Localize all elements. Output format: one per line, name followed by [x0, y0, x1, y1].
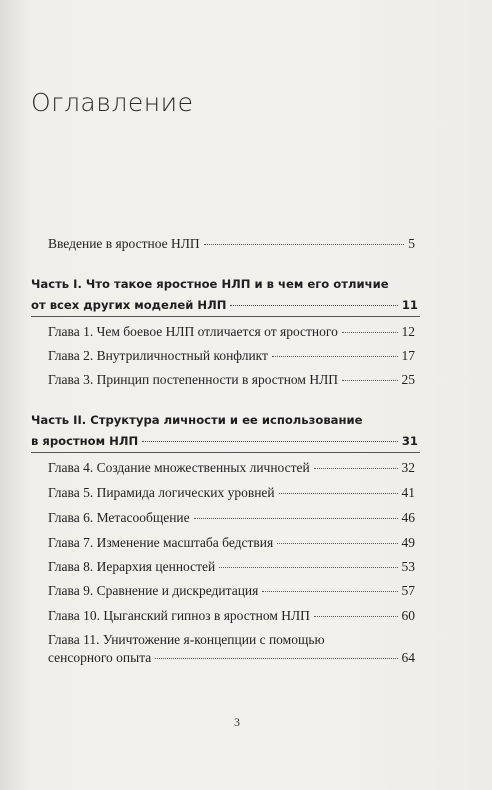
leader-dots [204, 244, 405, 245]
toc-entry-page: 49 [401, 535, 415, 550]
part-1-title-line2: от всех других моделей НЛП [31, 298, 227, 312]
toc-entry-chapter-1[interactable] [48, 324, 415, 340]
toc-entry-chapter-5[interactable] [48, 485, 415, 501]
toc-entry-chapter-6[interactable] [48, 510, 415, 526]
part-2-title-line2: в яростном НЛП [31, 434, 139, 448]
toc-entry-chapter-4[interactable] [48, 460, 415, 476]
toc-entry-label: Глава 4. Создание множественных личностей [48, 460, 310, 475]
leader-dots [219, 567, 397, 568]
toc-entry-page: 32 [401, 460, 415, 475]
toc-entry-label: Введение в яростное НЛП [48, 236, 200, 251]
toc-entry-chapter-11-line1[interactable]: Глава 11. Уничтожение я-концепции с помощью [48, 632, 325, 647]
toc-entry-label: Глава 1. Чем боевое НЛП отличается от яростного [48, 324, 338, 339]
part-1-title-line1[interactable]: Часть I. Что такое яростное НЛП и в чем его отличие [31, 277, 389, 291]
leader-dots [155, 658, 397, 659]
page-number: 3 [234, 715, 240, 729]
toc-entry-label: Глава 3. Принцип постепенности в яростном НЛП [48, 372, 338, 387]
toc-entry-page: 57 [401, 583, 415, 598]
page-title: Оглавление [31, 88, 194, 117]
toc-entry-label: Глава 9. Сравнение и дискредитация [48, 583, 259, 598]
leader-dots [314, 468, 398, 469]
part-1-page: 11 [401, 298, 418, 312]
toc-entry-label: Глава 5. Пирамида логических уровней [48, 485, 275, 500]
leader-dots [230, 305, 397, 306]
leader-dots [142, 441, 398, 442]
leader-dots [314, 616, 398, 617]
part-1-title-line2-row[interactable] [31, 298, 418, 312]
toc-entry-page: 41 [401, 485, 415, 500]
part-2-page: 31 [401, 434, 418, 448]
toc-entry-page: 17 [401, 348, 415, 363]
leader-dots [342, 380, 398, 381]
leader-dots [262, 591, 397, 592]
toc-entry-chapter-9[interactable] [48, 583, 415, 599]
leader-dots [272, 356, 398, 357]
toc-entry-page: 46 [401, 510, 415, 525]
toc-entry-page: 25 [401, 372, 415, 387]
toc-entry-page: 12 [401, 324, 415, 339]
toc-entry-chapter-7[interactable] [48, 535, 415, 551]
toc-entry-chapter-3[interactable] [48, 372, 415, 388]
toc-entry-page: 5 [408, 236, 415, 251]
toc-entry-chapter-10[interactable] [48, 608, 415, 624]
toc-entry-intro[interactable] [48, 236, 415, 252]
toc-entry-page: 64 [401, 650, 415, 665]
leader-dots [194, 518, 398, 519]
toc-entry-label: Глава 6. Метасообщение [48, 510, 190, 525]
toc-entry-label: Глава 10. Цыганский гипноз в яростном НЛП [48, 608, 310, 623]
toc-entry-label: Глава 7. Изменение масштаба бедствия [48, 535, 274, 550]
toc-entry-chapter-11[interactable] [48, 650, 415, 666]
toc-entry-label: Глава 8. Иерархия ценностей [48, 559, 216, 574]
part-1-rule [31, 316, 420, 317]
toc-entry-label: сенсорного опыта [48, 650, 152, 665]
toc-entry-page: 53 [401, 559, 415, 574]
leader-dots [342, 332, 398, 333]
part-2-title-line1[interactable]: Часть II. Структура личности и ее использование [31, 413, 363, 427]
leader-dots [277, 543, 397, 544]
toc-entry-page: 60 [401, 608, 415, 623]
toc-entry-chapter-2[interactable] [48, 348, 415, 364]
toc-entry-label: Глава 2. Внутриличностный конфликт [48, 348, 268, 363]
toc-entry-chapter-8[interactable] [48, 559, 415, 575]
part-2-title-line2-row[interactable] [31, 434, 418, 448]
leader-dots [279, 493, 398, 494]
part-2-rule [31, 452, 420, 453]
